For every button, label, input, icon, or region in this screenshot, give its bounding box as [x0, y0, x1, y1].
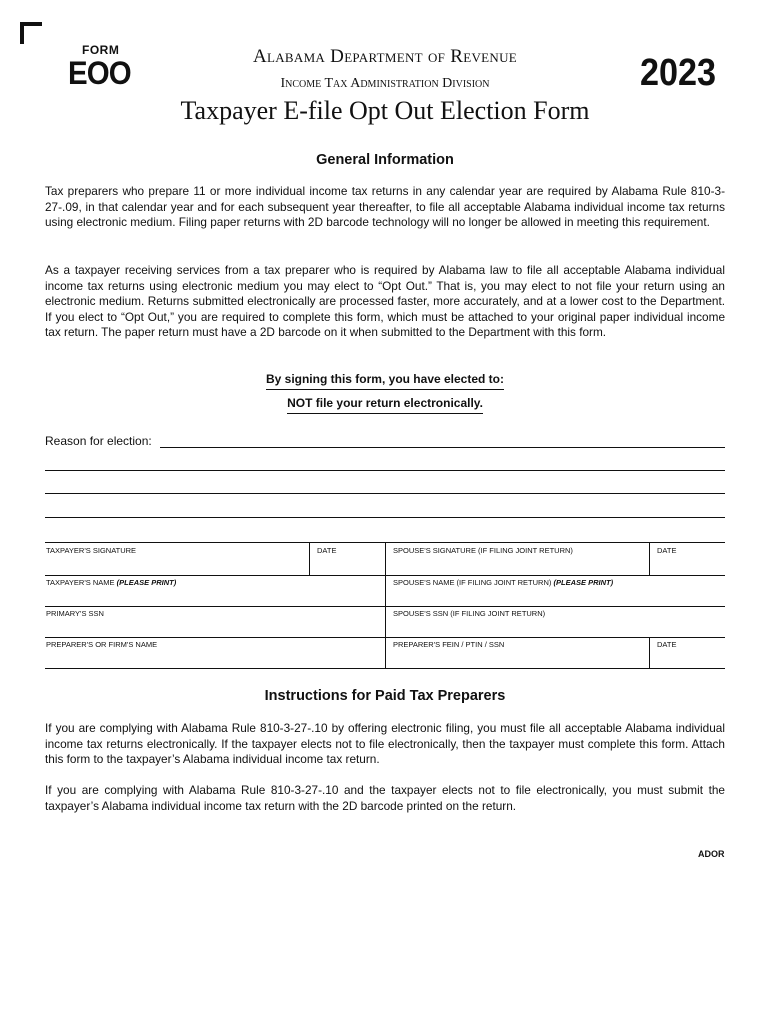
election-line-2: NOT file your return electronically. [287, 396, 483, 414]
signature-grid-bottom-line [45, 668, 725, 669]
instructions-heading: Instructions for Paid Tax Preparers [264, 688, 506, 704]
department-name: Alabama Department of Revenue [252, 46, 518, 67]
division-name: Income Tax Administration Division [280, 76, 490, 91]
footer-agency: ADOR [698, 849, 725, 859]
reason-input-line-4[interactable] [45, 517, 725, 518]
spouse-ssn-field[interactable]: SPOUSE'S SSN (IF FILING JOINT RETURN) [393, 609, 546, 618]
general-info-paragraph-2: As a taxpayer receiving services from a tax preparer who is required by Alabama law to file all acceptable Alabama individual income tax returns using electronic medium you may elect to “Opt Out.” That is, you may elect to not file your return using an electronic medium. Returns submitted electronically are processed faster, more accurately, and at a lower cost to the Department. If you elect to “Opt Out,” you are required to complete this form, which must be attached to your original paper individual income tax return. The paper return must have a 2D barcode on it when submitted to the Department with this form. [45, 263, 725, 339]
taxpayer-name-field[interactable] [46, 578, 176, 587]
taxpayer-name-label: TAXPAYER'S NAME [46, 578, 115, 587]
divider-signature-date [309, 542, 310, 575]
taxpayer-date-field[interactable]: DATE [317, 546, 337, 555]
form-id: EOO [68, 55, 131, 91]
spouse-signature-field[interactable]: SPOUSE'S SIGNATURE (IF FILING JOINT RETURN) [393, 546, 573, 555]
election-statement [0, 372, 770, 386]
reason-input-line-2[interactable] [45, 470, 725, 471]
divider-spouse-date [649, 542, 650, 575]
election-choice [0, 396, 770, 410]
reason-input-line-1[interactable] [160, 447, 725, 448]
corner-mark [20, 22, 42, 44]
divider-center [385, 542, 386, 668]
form-label: FORM [82, 43, 120, 57]
reason-input-line-3[interactable] [45, 493, 725, 494]
spouse-name-label: SPOUSE'S NAME (IF FILING JOINT RETURN) [393, 578, 552, 587]
general-info-paragraph-1: Tax preparers who prepare 11 or more individual income tax returns in any calendar year are required by Alabama Rule 810-3-27-.09, in that calendar year and for each subsequent year thereafter, to file all acceptable Alabama individual income tax returns using electronic medium. Filing paper returns with 2D barcode technology will no longer be allowed in meeting this requirement. [45, 184, 725, 229]
tax-year: 2023 [640, 52, 717, 94]
preparer-date-field[interactable]: DATE [657, 640, 677, 649]
preparer-fein-field[interactable]: PREPARER'S FEIN / PTIN / SSN [393, 640, 505, 649]
spouse-name-field[interactable] [393, 578, 613, 587]
taxpayer-signature-field[interactable]: TAXPAYER'S SIGNATURE [46, 546, 137, 555]
instructions-paragraph-1: If you are complying with Alabama Rule 810-3-27-.10 by offering electronic filing, you must file all acceptable Alabama individual income tax returns electronically. If the taxpayer elects not to file electronically, then the taxpayer must complete this form. Attach this form to the taxpayer’s Alabama individual income tax return. [45, 721, 725, 766]
primary-ssn-field[interactable]: PRIMARY'S SSN [46, 609, 104, 618]
election-line-1: By signing this form, you have elected to: [266, 372, 504, 390]
general-info-heading: General Information [316, 152, 454, 168]
preparer-name-field[interactable]: PREPARER'S OR FIRM'S NAME [46, 640, 158, 649]
divider-preparer-date [649, 637, 650, 668]
page-title: Taxpayer E-file Opt Out Election Form [180, 96, 590, 125]
please-print-note-2: (PLEASE PRINT) [553, 578, 614, 587]
reason-label: Reason for election: [45, 434, 152, 448]
instructions-paragraph-2: If you are complying with Alabama Rule 810-3-27-.10 and the taxpayer elects not to file electronically, you must submit the taxpayer’s Alabama individual income tax return with the 2D barcode printed on the return. [45, 783, 725, 813]
please-print-note-1: (PLEASE PRINT) [116, 578, 177, 587]
spouse-date-field[interactable]: DATE [657, 546, 677, 555]
